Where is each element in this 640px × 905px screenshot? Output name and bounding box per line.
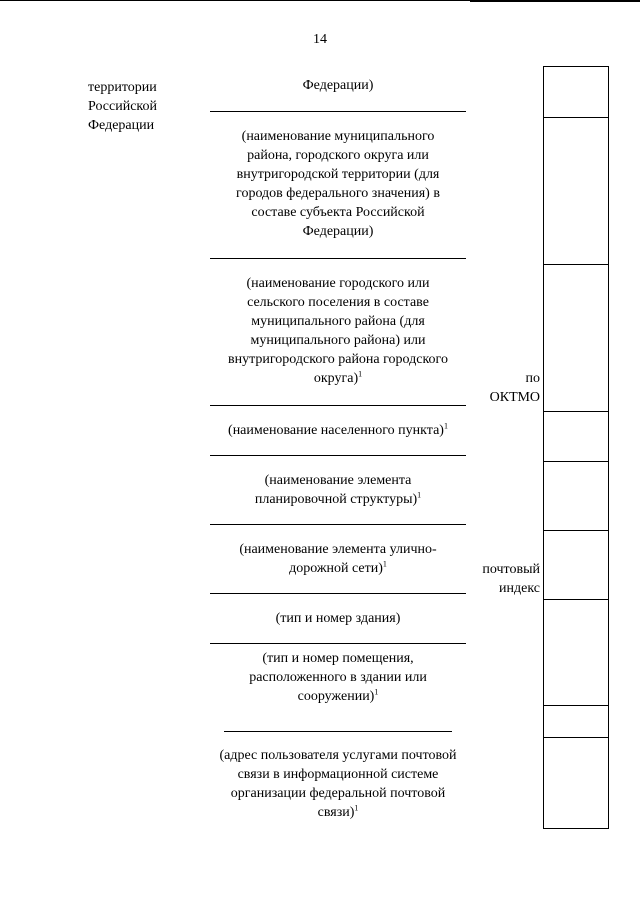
code-box-divider bbox=[543, 737, 609, 738]
fill-line bbox=[210, 455, 466, 456]
block-settlement bbox=[210, 274, 466, 388]
code-box-divider bbox=[543, 461, 609, 462]
block-line: Федерации) bbox=[302, 224, 374, 239]
block-line: организации федеральной почтовой bbox=[230, 786, 446, 801]
footnote-mark: 1 bbox=[354, 803, 359, 813]
block-line: планировочной структуры)$^1$ bbox=[254, 490, 422, 507]
block-line: (наименование элемента улично- bbox=[239, 542, 437, 557]
block-line: округа)$^1$ bbox=[313, 369, 363, 386]
block-line: расположенного в здании или bbox=[249, 670, 427, 685]
block-postal-user-address bbox=[205, 746, 471, 822]
oktmo-label-line: ОКТМО bbox=[489, 390, 540, 405]
fill-line bbox=[224, 731, 452, 732]
block-line: сельского поселения в составе bbox=[247, 295, 429, 310]
page-top-border-segment bbox=[470, 1, 640, 2]
block-line: внутригородской территории (для bbox=[236, 167, 440, 182]
side-label-line: Федерации bbox=[88, 118, 155, 133]
block-municipal-district bbox=[210, 127, 466, 241]
side-label bbox=[88, 78, 157, 135]
block-line: (адрес пользователя услугами почтовой bbox=[219, 748, 457, 763]
postal-index-label bbox=[460, 560, 540, 598]
code-box-divider bbox=[543, 828, 609, 829]
code-box-divider bbox=[543, 705, 609, 706]
side-label-line: территории bbox=[88, 80, 157, 95]
block-line: (наименование городского или bbox=[246, 276, 430, 291]
block-line: района, городского округа или bbox=[247, 148, 429, 163]
code-box-divider bbox=[543, 530, 609, 531]
block-line: муниципального района (для bbox=[251, 314, 425, 329]
block-building bbox=[210, 609, 466, 628]
block-line: связи в информационной системе bbox=[237, 767, 439, 782]
block-planning-element bbox=[210, 471, 466, 509]
code-box-divider bbox=[543, 117, 609, 118]
block-premises bbox=[210, 649, 466, 706]
postal-label-line: почтовый bbox=[482, 562, 540, 577]
block-line: (тип и номер здания) bbox=[275, 611, 401, 626]
fill-line bbox=[210, 258, 466, 259]
block-line: (наименование муниципального bbox=[241, 129, 435, 144]
code-boxes-column bbox=[543, 66, 609, 829]
block-line: составе субъекта Российской bbox=[251, 205, 425, 220]
fill-line bbox=[210, 111, 466, 112]
footnote-mark: 1 bbox=[417, 490, 422, 500]
block-line: (наименование населенного пункта)$^1$ bbox=[228, 421, 448, 438]
block-line: внутригородского района городского bbox=[228, 352, 448, 367]
footnote-mark: 1 bbox=[382, 559, 387, 569]
code-box-divider bbox=[543, 599, 609, 600]
block-locality bbox=[210, 421, 466, 440]
side-label-line: Российской bbox=[88, 99, 157, 114]
footnote-mark: 1 bbox=[358, 369, 363, 379]
block-line: (наименование элемента bbox=[264, 473, 412, 488]
block-line: Федерации) bbox=[302, 78, 374, 93]
oktmo-label-line: по bbox=[525, 371, 540, 386]
block-line: муниципального района) или bbox=[250, 333, 426, 348]
fill-line bbox=[210, 405, 466, 406]
fill-line bbox=[210, 593, 466, 594]
code-box-divider bbox=[543, 264, 609, 265]
postal-label-line: индекс bbox=[499, 581, 540, 596]
block-street-element bbox=[210, 540, 466, 578]
footnote-mark: 1 bbox=[443, 421, 448, 431]
footnote-mark: 1 bbox=[374, 687, 379, 697]
page-number: 14 bbox=[313, 32, 327, 47]
block-line: дорожной сети)$^1$ bbox=[289, 559, 387, 576]
block-federation-tail bbox=[210, 76, 466, 95]
oktmo-label bbox=[470, 369, 540, 407]
block-line: сооружении)$^1$ bbox=[297, 687, 379, 704]
fill-line bbox=[210, 524, 466, 525]
code-box-divider bbox=[543, 411, 609, 412]
block-line: связи)$^1$ bbox=[317, 803, 359, 820]
fill-line bbox=[210, 643, 466, 644]
block-line: (тип и номер помещения, bbox=[262, 651, 414, 666]
block-line: городов федерального значения) в bbox=[236, 186, 440, 201]
